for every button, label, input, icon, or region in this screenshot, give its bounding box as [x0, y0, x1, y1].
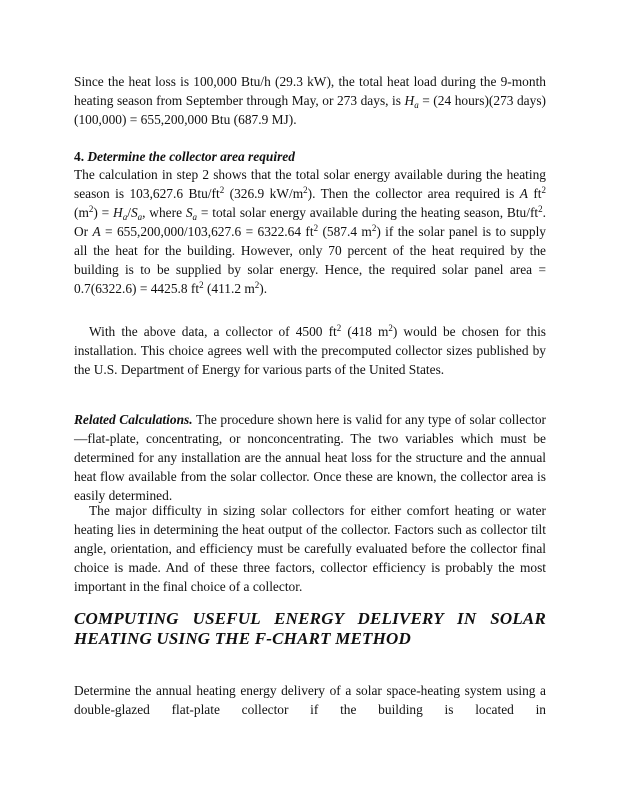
- collector-choice-paragraph: With the above data, a collector of 4500 $ft^2$ (418 $m^2$) would be chosen for this installation. This choice agrees well with the precomputed collector sizes published by the U.S. Department of Energy for various parts of the United States.: [74, 323, 547, 377]
- related-calculations-paragraph: Related Calculations. The procedure shown here is valid for any type of solar collector—flat-plate, concentrating, or nonconcentrating. The two variables which must be determined for any installation are the annual heat loss for the structure and the annual heat flow available from the solar collector. Once these are known, the collector area is easily determined.: [74, 412, 546, 503]
- variable-h: H: [404, 93, 415, 108]
- heat-load-paragraph: [74, 72, 546, 129]
- step-title: Determine the collector area required: [87, 149, 295, 164]
- text-run: = (24 hours)(273 days)(100,000) = 655,200,000 Btu (687.9 MJ).: [74, 93, 546, 127]
- subscript-a: a: [414, 100, 419, 110]
- step-number: 4.: [74, 149, 88, 164]
- sizing-difficulty-paragraph: The major difficulty in sizing solar collectors for either comfort heating or water heating lies in determining the heat output of the collector. Factors such as collector tilt angle, orientation, and efficiency must be carefully evaluated before the collector final choice is made. And of these three factors, collector efficiency is probably the most important in the final choice of a collector.: [74, 503, 546, 594]
- section-title-line-2: HEATING USING THE F-CHART METHOD: [74, 629, 412, 648]
- problem-statement-paragraph: Determine the annual heating energy delivery of a solar space-heating system using a double-glazed flat-plate collector if the building is located in: [74, 683, 546, 717]
- step-4-heading: [74, 147, 546, 166]
- text-run: Since the heat loss is 100,000 Btu/h (29.3 kW), the total heat load during the 9-month heating season from September through May, or 273 days, is: [74, 74, 546, 108]
- section-title-line-1: COMPUTING USEFUL ENERGY DELIVERY IN SOLAR: [74, 609, 546, 628]
- collector-area-paragraph: The calculation in step 2 shows that the total solar energy available during the heating season is 103,627.6 Btu/$ft^2$ (326.9 $kW/m^2$). Then the collector area required is A $ft^2$ $(m^2) = H_a/S_a$, where $S_a$ = total solar energy available during the heating season, Btu/$ft^2$. Or A = 655,200,000/103,627.6 = 6322.64 $ft^2$ (587.4 $m^2$) if the solar panel is to supply all the heat for the building. However, only 70 percent of the heat required by the building is to be supplied by solar energy. Hence, the required solar panel area = 0.7(6322.6) = 4425.8 $ft^2$ (411.2 $m^2$).: [74, 167, 546, 296]
- section-title: [74, 609, 546, 649]
- run-in-heading: Related Calculations.: [74, 412, 193, 427]
